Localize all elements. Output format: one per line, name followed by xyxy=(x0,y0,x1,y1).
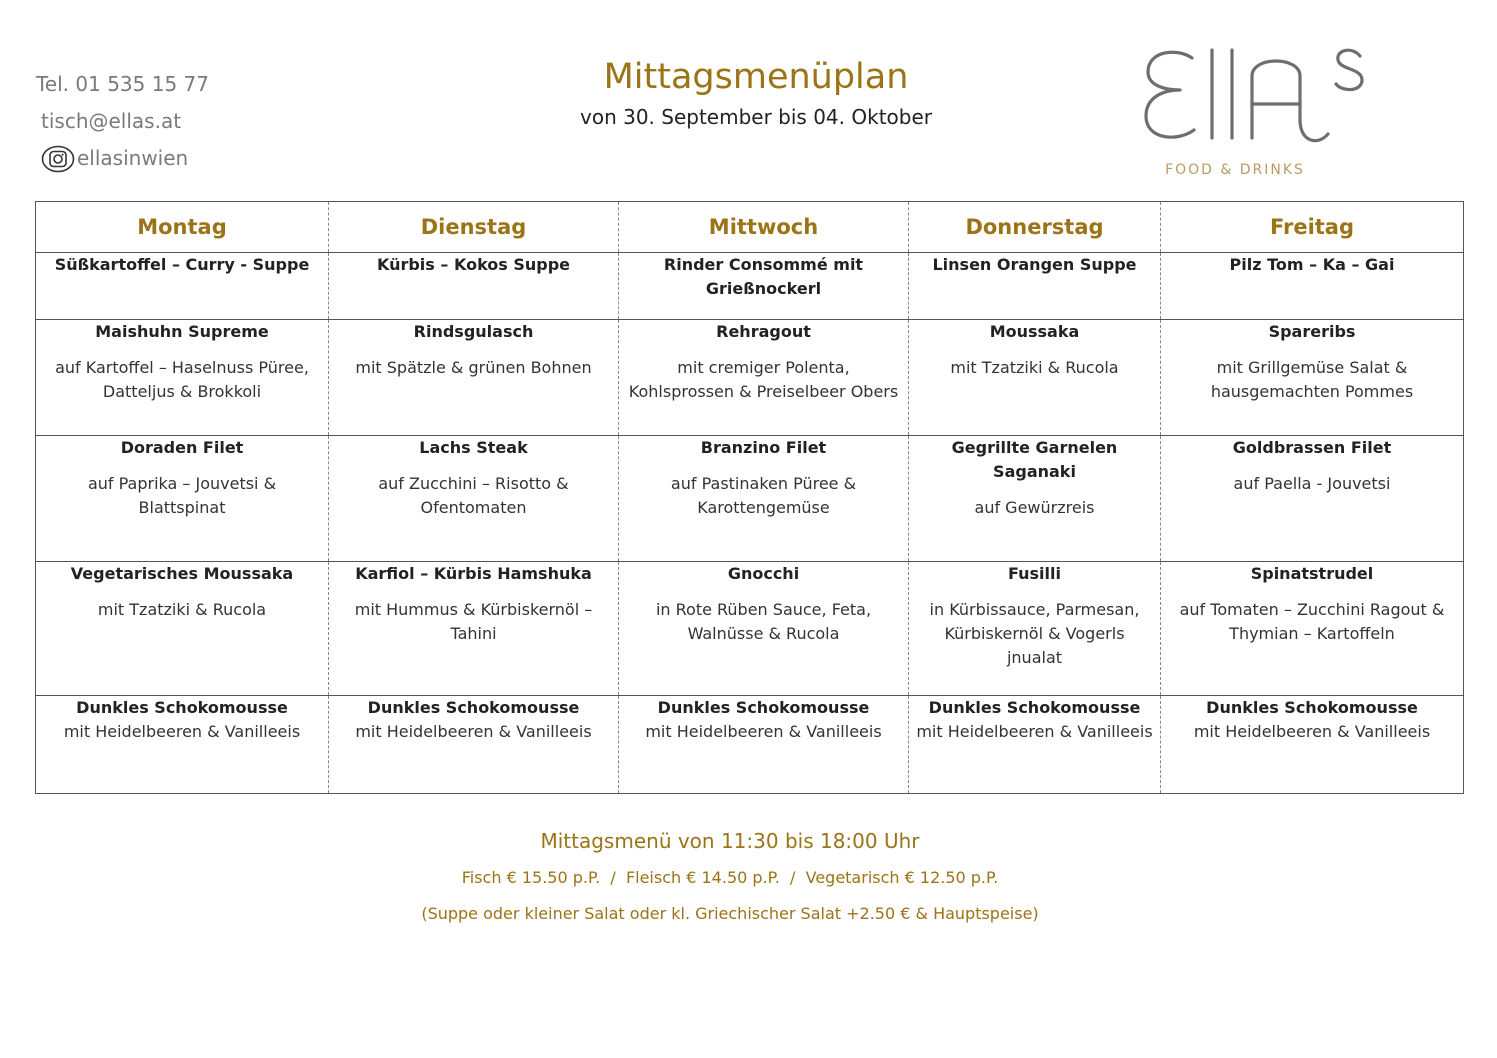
dish-description: in Rote Rüben Sauce, Feta, Walnüsse & Rucola xyxy=(655,600,872,643)
soup-cell xyxy=(619,253,909,320)
soup-cell xyxy=(36,253,329,320)
soup-name: Linsen Orangen Suppe xyxy=(932,255,1137,274)
page-subtitle: von 30. September bis 04. Oktober xyxy=(580,105,932,129)
dish-description: mit Tzatziki & Rucola xyxy=(97,600,267,619)
dish-name: Karfiol – Kürbis Hamshuka xyxy=(355,564,592,583)
dish-description: mit Tzatziki & Rucola xyxy=(950,358,1119,377)
logo-tagline: FOOD & DRINKS xyxy=(1165,162,1305,178)
dish-description: auf Tomaten – Zucchini Ragout & Thymian – Kartoffeln xyxy=(1179,600,1445,643)
ellas-logo xyxy=(1140,42,1380,187)
dish-description: auf Pastinaken Püree & Karottengemüse xyxy=(670,474,857,517)
weekly-menu-table xyxy=(35,201,1464,794)
soup-cell xyxy=(909,253,1161,320)
dessert-name: Dunkles Schokomousse xyxy=(367,698,580,717)
dish-name: Rehragout xyxy=(716,322,811,341)
dish-description: mit Hummus & Kürbiskernöl – Tahini xyxy=(354,600,593,643)
dessert-name: Dunkles Schokomousse xyxy=(76,698,288,717)
day-header-wednesday: Mittwoch xyxy=(619,202,909,253)
dish-name: Moussaka xyxy=(989,322,1080,341)
vegetarian-cell xyxy=(909,562,1161,696)
meat-cell xyxy=(619,320,909,436)
soup-name: Pilz Tom – Ka – Gai xyxy=(1229,255,1395,274)
dish-description: mit cremiger Polenta, Kohlsprossen & Preiselbeer Obers xyxy=(628,358,899,401)
meat-row xyxy=(36,320,1464,436)
instagram-handle: ellasinwien xyxy=(77,146,189,170)
dish-name: Lachs Steak xyxy=(419,438,528,457)
dish-description: auf Paella - Jouvetsi xyxy=(1233,474,1391,493)
dish-description: auf Paprika – Jouvetsi & Blattspinat xyxy=(87,474,277,517)
dessert-cell xyxy=(36,696,329,794)
day-header-thursday: Donnerstag xyxy=(909,202,1161,253)
dessert-description: mit Heidelbeeren & Vanilleeis xyxy=(1193,722,1431,741)
dessert-description: mit Heidelbeeren & Vanilleeis xyxy=(645,722,882,741)
fish-cell xyxy=(1161,436,1464,562)
meat-cell xyxy=(909,320,1161,436)
meat-cell xyxy=(329,320,619,436)
soup-name: Süßkartoffel – Curry - Suppe xyxy=(54,255,310,274)
dessert-description: mit Heidelbeeren & Vanilleeis xyxy=(63,722,301,741)
meat-cell xyxy=(1161,320,1464,436)
fish-cell xyxy=(619,436,909,562)
dish-name: Gegrillte Garnelen Saganaki xyxy=(951,438,1118,481)
fish-row xyxy=(36,436,1464,562)
phone-number: Tel. 01 535 15 77 xyxy=(36,72,209,96)
day-header-row xyxy=(36,202,1464,253)
fish-cell xyxy=(36,436,329,562)
price-list: Fisch € 15.50 p.P. / Fleisch € 14.50 p.P. / Vegetarisch € 12.50 p.P. xyxy=(461,868,999,887)
dish-name: Spinatstrudel xyxy=(1250,564,1374,583)
dish-description: mit Spätzle & grünen Bohnen xyxy=(355,358,592,377)
vegetarian-cell xyxy=(1161,562,1464,696)
dessert-cell xyxy=(909,696,1161,794)
instagram-row xyxy=(36,140,209,177)
day-header-tuesday: Dienstag xyxy=(329,202,619,253)
dessert-name: Dunkles Schokomousse xyxy=(928,698,1141,717)
page-heading xyxy=(456,54,1056,132)
vegetarian-row xyxy=(36,562,1464,696)
dessert-description: mit Heidelbeeren & Vanilleeis xyxy=(916,722,1153,741)
dessert-name: Dunkles Schokomousse xyxy=(1206,698,1418,717)
dessert-cell xyxy=(329,696,619,794)
ellas-logo-mark xyxy=(1140,42,1380,160)
dish-description: auf Zucchini – Risotto & Ofentomaten xyxy=(378,474,569,517)
vegetarian-cell xyxy=(329,562,619,696)
vegetarian-cell xyxy=(619,562,909,696)
fish-cell xyxy=(909,436,1161,562)
dish-name: Doraden Filet xyxy=(120,438,244,457)
dessert-description: mit Heidelbeeren & Vanilleeis xyxy=(355,722,592,741)
dish-name: Rindsgulasch xyxy=(413,322,534,341)
soup-name: Rinder Consommé mit Grießnockerl xyxy=(663,255,864,298)
dish-name: Goldbrassen Filet xyxy=(1232,438,1392,457)
price-note: (Suppe oder kleiner Salat oder kl. Griechischer Salat +2.50 € & Hauptspeise) xyxy=(421,904,1039,923)
day-header-monday: Montag xyxy=(36,202,329,253)
dessert-name: Dunkles Schokomousse xyxy=(657,698,870,717)
dish-name: Fusilli xyxy=(1008,564,1061,583)
soup-cell xyxy=(329,253,619,320)
dish-description: auf Kartoffel – Haselnuss Püree, Datteljus & Brokkoli xyxy=(55,358,309,401)
dish-name: Branzino Filet xyxy=(700,438,827,457)
instagram-icon xyxy=(41,145,75,173)
dish-name: Spareribs xyxy=(1268,322,1356,341)
dessert-cell xyxy=(1161,696,1464,794)
dish-description: in Kürbissauce, Parmesan, Kürbiskernöl & Vogerls jnualat xyxy=(929,600,1140,667)
fish-cell xyxy=(329,436,619,562)
soup-name: Kürbis – Kokos Suppe xyxy=(376,255,571,274)
email-address: tisch@ellas.at xyxy=(41,109,182,133)
day-header-friday: Freitag xyxy=(1161,202,1464,253)
menu-footer xyxy=(300,826,1160,926)
dish-name: Maishuhn Supreme xyxy=(95,322,269,341)
dish-description: auf Gewürzreis xyxy=(974,498,1095,517)
lunch-hours: Mittagsmenü von 11:30 bis 18:00 Uhr xyxy=(540,829,920,853)
dessert-cell xyxy=(619,696,909,794)
meat-cell xyxy=(36,320,329,436)
soup-row xyxy=(36,253,1464,320)
dish-description: mit Grillgemüse Salat & hausgemachten Pommes xyxy=(1210,358,1414,401)
dish-name: Vegetarisches Moussaka xyxy=(70,564,294,583)
vegetarian-cell xyxy=(36,562,329,696)
contact-block xyxy=(36,66,209,177)
soup-cell xyxy=(1161,253,1464,320)
dish-name: Gnocchi xyxy=(727,564,800,583)
dessert-row xyxy=(36,696,1464,794)
page-title: Mittagsmenüplan xyxy=(603,57,909,97)
